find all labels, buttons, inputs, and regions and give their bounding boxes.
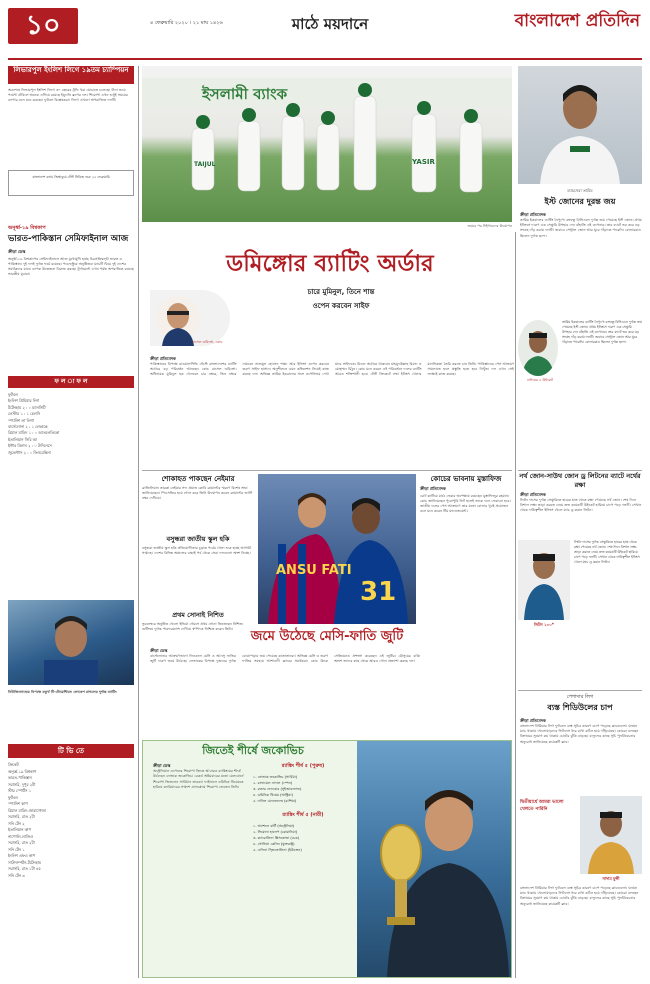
rank-women-5: ৫. এলিনা স্ভিতোলিনা (ইউক্রেন) (253, 848, 302, 852)
tv-title: টি ভি তে (8, 744, 134, 758)
djokovic-body: অস্ট্রেলিয়ান ওপেনের শিরোপা জিতে আবারও র‌্যাঙ্কিংয়ের শীর্ষে উঠেছেন নোভাক জকোভিচ। রেকর্ড অষ্টমবারের মতো মেলবোর্নে শিরোপা জিতলেন সার্বিয়ান তারকা। ফাইনালে ডমিনিক থিয়েমকে হারিয়ে ক্যারিয়ারের সপ্তদশ গ্র্যান্ডস্ল্যাম শিরোপা জেতেন তিনি। (153, 769, 244, 789)
djokovic-illustration (357, 741, 511, 977)
rank-women-2: ২. সিমোনা হালেপ (রোমানিয়া) (253, 830, 298, 834)
main-body: পাকিস্তানের বিপক্ষে রাওয়ালপিন্ডি টেস্টে বাংলাদেশের ব্যাটিং অর্ডারে বড় পরিবর্তন আনছেন কোচ রাসেল ডমিঙ্গো। অধিনায়ক মুমিনুল হক খেলবেন চার নম্বরে, তিন নম্বরে নামবেন নাজমুল হোসেন শান্ত। আর ইনিংস ওপেন করবেন তরুণ সাইফ হাসান। অনুশীলনে এমন কম্বিনেশন নিয়েই কাজ করছে দল। অভিজ্ঞ তামিম ইকবালের সঙ্গে ওপেনিংয়ে দেখা যাবে সাইফকে। মিডল অর্ডারে থাকবেন মাহমুদউল্লাহ রিয়াদ ও মোহাম্মদ মিঠুন। কোচ মনে করেন এই পরিবর্তনে দলের ব্যাটিং আরও শক্তিশালী হবে। টেস্ট ক্রিকেটে লম্বা ইনিংস খেলার মানসিকতা তৈরি করতে চান তিনি। পাকিস্তানের পেস আক্রমণ সামলাতে হলে প্রস্তুতি হতে হবে নিখুঁত। দল এখন সেই লক্ষ্যেই কাজ করছে। (150, 362, 514, 377)
neymar-body: ব্রাজিলিয়ান তারকা নেইমার সদ্য প্রয়াত কোবি ব্রায়ান্টের স্মরণে বিশেষ শ্রদ্ধা জানিয়েছেন। পিএসজির হয়ে গোল করে তিনি উদযাপন করেন ব্রায়ান্টের জার্সি নম্বর দেখিয়ে। (142, 486, 253, 501)
brand-logo: বাংলাদেশ প্রতিদিন (514, 11, 640, 31)
hockey-headline: বসুন্ধরা জাতীয় স্কুল হকি (166, 535, 230, 543)
coach-illustration (150, 290, 230, 346)
hockey-body: বসুন্ধরা জাতীয় স্কুল হকি প্রতিযোগিতার চূড়ান্ত পর্বের খেলা শুরু হচ্ছে আগামী সপ্তাহে। দেশের বিভিন্ন অঞ্চলের বাছাই পর্ব থেকে সেরা দলগুলো অংশ নিচ্ছে। (142, 546, 252, 556)
djokovic-photo (357, 741, 511, 977)
header-rule (8, 58, 642, 60)
naim-illustration (518, 320, 558, 376)
u19-kicker: অনূর্ধ্ব-১৯ বিশ্বকাপ (8, 225, 46, 231)
rank-women-title: র‍্যাঙ্কিং শীর্ষ ৫ (নারী) (282, 812, 324, 818)
col-divider-right (515, 232, 516, 978)
rahul-illustration (8, 600, 134, 685)
liton-headline: নর্থ জোন-সাউথ জোন ড্র লিটনের ব্যাটে নর্থের রক্ষা (519, 472, 641, 489)
coach-section (420, 474, 512, 654)
ranking-panel (253, 763, 353, 969)
lig-kicker: পেশাদার লিগ (566, 694, 594, 700)
banner-text: ইসলামী ব্যাংক (202, 85, 288, 103)
rank-men-3: ৩. রজার ফেদেরার (সুইজারল্যান্ড) (253, 787, 302, 791)
coach-photo (150, 290, 230, 346)
liton-credit: ক্রীড়া প্রতিবেদক (520, 492, 546, 497)
rank-men-5: ৫. দানিল মেদভেদেভ (রাশিয়া) (253, 799, 297, 803)
main-deck-1: চারে মুমিনুল, তিনে শান্ত (307, 288, 375, 296)
tamim-body: তামিম ইকবালের ব্যাটিং নৈপুণ্যে বঙ্গবন্ধু বিসিএলে দুর্দান্ত জয় পেয়েছে ইস্ট জোন। প্রথম ইনিংসে দারুণ এক সেঞ্চুরি উপহার দেন বাঁহাতি এই ওপেনার। তার ব্যাটে ভর করে বড় সংগ্রহ দাঁড় করায় দলটি। জবাবে সেন্ট্রাল জোন আর ঘুরে দাঁড়াতে পারেনি। বোলাররাও ছিলেন দুর্দান্ত ছন্দে। (520, 218, 642, 238)
tamim-headline: ইস্ট জোনের দুরন্ত জয় (544, 197, 616, 206)
djokovic-headline: জিতেই শীর্ষে জকোভিচ (202, 744, 304, 757)
messi-illustration (258, 474, 416, 624)
jersey-text-2: YASIR (412, 158, 435, 166)
coach-body: চোট কাটিয়ে মাঠে ফেরার অপেক্ষায় রয়েছেন মুস্তাফিজুর রহমান। কোচ জানিয়েছেন পুরোপুরি ফিট হলেই তাকে দলে ফেরানো হবে। জাতীয় দলের পেস আক্রমণে তার মতো বোলার খুবই প্রয়োজন বলে মনে করেন টিম ম্যানেজমেন্ট। (420, 493, 511, 514)
coach-caption: রাসেল ডমিঙ্গো, কোচ (192, 340, 223, 344)
top-photo (142, 66, 512, 222)
naim-photo (518, 320, 558, 376)
jersey-text-1: TAIJUL (194, 161, 216, 168)
lig-headline: ব্যস্ত শিডিউলের চাপ (547, 703, 613, 712)
rank-men-4: ৪. ডমিনিক থিয়েম (অস্ট্রিয়া) (253, 793, 293, 797)
u19-credit: ক্রীড়া ডেস্ক (8, 249, 26, 254)
top-photo-caption: জয়ের পর টাইগারদের উদযাপন (467, 224, 512, 228)
liton-rule (518, 470, 642, 471)
lig-body: বাংলাদেশ প্রিমিয়ার লিগ ফুটবলে ব্যস্ত সূচির কারণে চাপে পড়েছে ক্লাবগুলো। ঘনঘন ম্যাচ থাকায় খেলোয়াড়দের ফিটনেস ধরে রাখা কঠিন হয়ে দাঁড়িয়েছে। কোচরা বলছেন বিশ্রামের সুযোগ কম থাকায় চোটের ঝুঁকি বাড়ছে। বাফুফের কাছে সূচি পুনর্বিবেচনার অনুরোধ জানিয়েছে কয়েকটি ক্লাব। (520, 724, 639, 744)
tv-body: ক্রিকেট অনূর্ধ্ব-১৯ বিশ্বকাপ ভারত-পাকিস্তান সরাসরি, দুপুর ২টা স্টার স্পোর্টস ১ ফুটবল স্প্যানিশ কাপ রিয়াল মাদ্রিদ-জারাগোজা সরাসরি, রাত ২টা সনি টেন ২ ইতালিয়ান কাপ নাপোলি-লাজিও সরাসরি, রাত ২টা সনি টেন ১ ইংলিশ এফএ কাপ সাউদাম্পটন-টটেনহাম সরাসরি, রাত ১টা ৪৫ সনি টেন ৩ (8, 762, 47, 878)
section-title: মাঠে ময়দানে (291, 15, 369, 33)
liton-caption: লিটন ১০০* (534, 622, 554, 627)
messi-credit: ক্রীড়া ডেস্ক (150, 648, 168, 653)
jersey-fati: ANSU FATI (276, 563, 352, 578)
info-box (8, 170, 134, 196)
messi-headline: জমে উঠেছে মেসি-ফাতি জুটি (250, 629, 404, 644)
tv-section (8, 744, 134, 979)
lig-credit: ক্রীড়া প্রতিবেদক (520, 718, 546, 723)
tamim-caption: ম্যাচসেরা তামিম (567, 188, 593, 193)
liton-photo (518, 540, 570, 620)
saddam-photo (580, 796, 642, 874)
dateline: ৪ ফেব্রুয়ারি ২০২০ । ২১ মাঘ ১৪২৬ (150, 20, 223, 26)
results-body: ফুটবল ইংলিশ প্রিমিয়ার লিগ টটেনহাম ২ : ০ ম্যানসিটি লেস্টার ১ : ১ চেলসি স্প্যানিশ লা লিগা বার্সেলোনা ২ : ১ লেভান্তে রিয়াল মাদ্রিদ ১ : ০ আতলেতিকো ইতালিয়ান সিরি আ ইন্টার মিলান ২ : ০ উদিনেসে জুভেন্টাস ২ : ০ ফিওরেন্তিনা (8, 392, 60, 455)
celebration-illustration (142, 66, 512, 222)
nishit-headline: প্রথম সোনাই নিশিত (172, 611, 224, 619)
rank-women-4: ৪. সোফিয়া কেনিন (যুক্তরাষ্ট্র) (253, 842, 295, 846)
lig-rule (518, 690, 642, 691)
liton-body: লিটন দাসের দুর্দান্ত সেঞ্চুরিতে হারের হাত থেকে রক্ষা পেয়েছে নর্থ জোন। শেষ দিনে বিশাল লক্ষ্য তাড়া করতে নেমে দ্রুত কয়েকটি উইকেট হারিয়ে চাপে পড়ে দলটি। সেখান থেকে দায়িত্বশীল ইনিংস খেলে ম্যাচ ড্র করান লিটন। (520, 498, 642, 513)
rank-women-3: ৩. ক্যারোলিনা প্লিসকোভা (চেক) (253, 836, 300, 840)
u19-body: অনূর্ধ্ব-১৯ বিশ্বকাপের সেমিফাইনালে আজ মুখোমুখি হচ্ছে চিরপ্রতিদ্বন্দ্বী ভারত ও পাকিস্তান। দুই দলই দুর্দান্ত ফর্মে রয়েছে। পচেফস্ট্রুমে অনুষ্ঠিতব্য ম্যাচটি ঘিরে দুই দেশের সমর্থকদের মাঝে ব্যাপক উত্তেজনা বিরাজ করছে। টুর্নামেন্টে এখন পর্যন্ত অপরাজিত রয়েছে ভারতীয় যুবারা। (8, 256, 134, 277)
coach-credit: ক্রীড়া প্রতিবেদক (420, 486, 446, 491)
lig-quote: দ্বিতীয়ার্ধে আমরা ভালো খেলতে পারিনি (520, 800, 564, 812)
results-title: ফ ল া ফ ল (8, 376, 134, 388)
djokovic-credit: ক্রীড়া ডেস্ক (153, 763, 171, 768)
rank-men-2: ২. রাফায়েল নাদাল (স্পেন) (253, 781, 293, 785)
page-number: ১০ (8, 8, 78, 44)
main-deck-2: ওপেন করবেন সাইফ (312, 302, 370, 310)
messi-body: বার্সেলোনার আক্রমণভাগে লিওনেল মেসি ও আনসু ফাতির জুটি দারুণ জমে উঠেছে। লেভান্তের বিপক্ষে দুজনের দুর্দান্ত বোঝাপড়ায় জয় পেয়েছে কাতালানরা। অভিজ্ঞ মেসি ও তরুণ ফাতির সমন্বয়ে আশাবাদী ক্লাবের সমর্থকরা। কোচ কিকে সেতিয়েনও প্রশংসা করেছেন এই জুটির। মৌসুমের বাকি অংশে তাদের কাছ থেকে আরও গোল প্রত্যাশা করছে দল। (150, 654, 420, 664)
u19-section (8, 225, 134, 370)
mid-rule (142, 470, 512, 471)
messi-photo (258, 474, 416, 624)
page-header (0, 0, 650, 64)
rahul-photo (8, 600, 134, 685)
saddam-illustration (580, 796, 642, 874)
main-headline: ডমিঙ্গোর ব্যাটিং অর্ডার (226, 251, 434, 277)
u19-headline: ভারত-পাকিস্তান সেমিফাইনাল আজ (8, 234, 129, 244)
tamim-body-2: তামিম ইকবালের ব্যাটিং নৈপুণ্যে বঙ্গবন্ধু বিসিএলে দুর্দান্ত জয় পেয়েছে ইস্ট জোন। প্রথম ইনিংসে দারুণ এক সেঞ্চুরি উপহার দেন বাঁহাতি এই ওপেনার। তার ব্যাটে ভর করে বড় সংগ্রহ দাঁড় করায় দলটি। জবাবে সেন্ট্রাল জোন আর ঘুরে দাঁড়াতে পারেনি। বোলাররাও ছিলেন দুর্দান্ত ছন্দে। (562, 320, 642, 344)
nishit-body: ভুবনেশ্বরে অনুষ্ঠিত খেলো ইন্ডিয়া গেমসে প্রথম সোনা জিতেছেন নিশিত। শুটিংয়ে দুর্দান্ত পারফরম্যান্স দেখিয়ে স্বর্ণপদক নিশ্চিত করেন তিনি। (142, 622, 244, 632)
naim-caption: নাঈমের ৫ উইকেট (526, 378, 554, 382)
liton-body-2: লিটন দাসের দুর্দান্ত সেঞ্চুরিতে হারের হাত থেকে রক্ষা পেয়েছে নর্থ জোন। শেষ দিনে বিশাল লক্ষ্য তাড়া করতে নেমে দ্রুত কয়েকটি উইকেট হারিয়ে চাপে পড়ে দলটি। সেখান থেকে দায়িত্বশীল ইনিংস খেলে ম্যাচ ড্র করান লিটন। (574, 540, 640, 564)
lig-body-2: বাংলাদেশ প্রিমিয়ার লিগ ফুটবলে ব্যস্ত সূচির কারণে চাপে পড়েছে ক্লাবগুলো। ঘনঘন ম্যাচ থাকায় খেলোয়াড়দের ফিটনেস ধরে রাখা কঠিন হয়ে দাঁড়িয়েছে। কোচরা বলছেন বিশ্রামের সুযোগ কম থাকায় চোটের ঝুঁকি বাড়ছে। বাফুফের কাছে সূচি পুনর্বিবেচনার অনুরোধ জানিয়েছে কয়েকটি ক্লাব। (520, 886, 639, 906)
rank-women-1: ১. অ্যাশলে বার্টি (অস্ট্রেলিয়া) (253, 824, 295, 828)
main-credit: ক্রীড়া প্রতিবেদক (150, 356, 176, 361)
liton-illustration (518, 540, 570, 620)
tamim-photo (518, 66, 642, 184)
liverpool-headline: লিভারপুল ইংলিশ লিগে ১৯তম চ্যাম্পিয়ন (8, 66, 134, 84)
rank-men-title: র‍্যাঙ্কিং শীর্ষ ৫ (পুরুষ) (281, 763, 325, 769)
info-box-text: বাংলাদেশ বনাম জিম্বাবুয়ে টেস্ট সিরিজ শুরু ২২ ফেব্রুয়ারি (32, 175, 110, 179)
tamim-illustration (518, 66, 642, 184)
jersey-31: 31 (360, 577, 397, 607)
tamim-credit: ক্রীড়া প্রতিবেদক (520, 212, 546, 217)
liverpool-body: অবশেষে লিভারপুল ইংলিশ লিগে ৩০ বছরের ট্রফি খরা ঘোচাতে চলেছে। টানা জয়ে পয়েন্ট টেবিলে অনেক এগিয়ে রয়েছে ইয়ুর্গেন ক্লপের দল। শিরোপা এখন শুধুই সময়ের ব্যাপার বলে মনে করছেন ফুটবল বিশ্লেষকরা। লিগে এখনো অপরাজিত দলটি। (8, 88, 128, 103)
saddam-caption: সাদাম মুন্সী (602, 876, 620, 881)
coach-headline: কোচের ভাবনায় মুস্তাফিজ (430, 475, 502, 483)
rahul-caption: নিউজিল্যান্ডের বিপক্ষে চতুর্থ টি-টোয়েন্টিতে লোকেশ রাহুলের দুর্দান্ত ব্যাটিং (8, 690, 117, 694)
col-divider-left (138, 66, 139, 978)
results-section (8, 376, 134, 586)
rank-men-1: ১. নোভাক জকোভিচ (সার্বিয়া) (253, 775, 298, 779)
djokovic-box (142, 740, 512, 978)
neymar-headline: শোকাহত পাকছেন নেইমার (161, 475, 235, 483)
